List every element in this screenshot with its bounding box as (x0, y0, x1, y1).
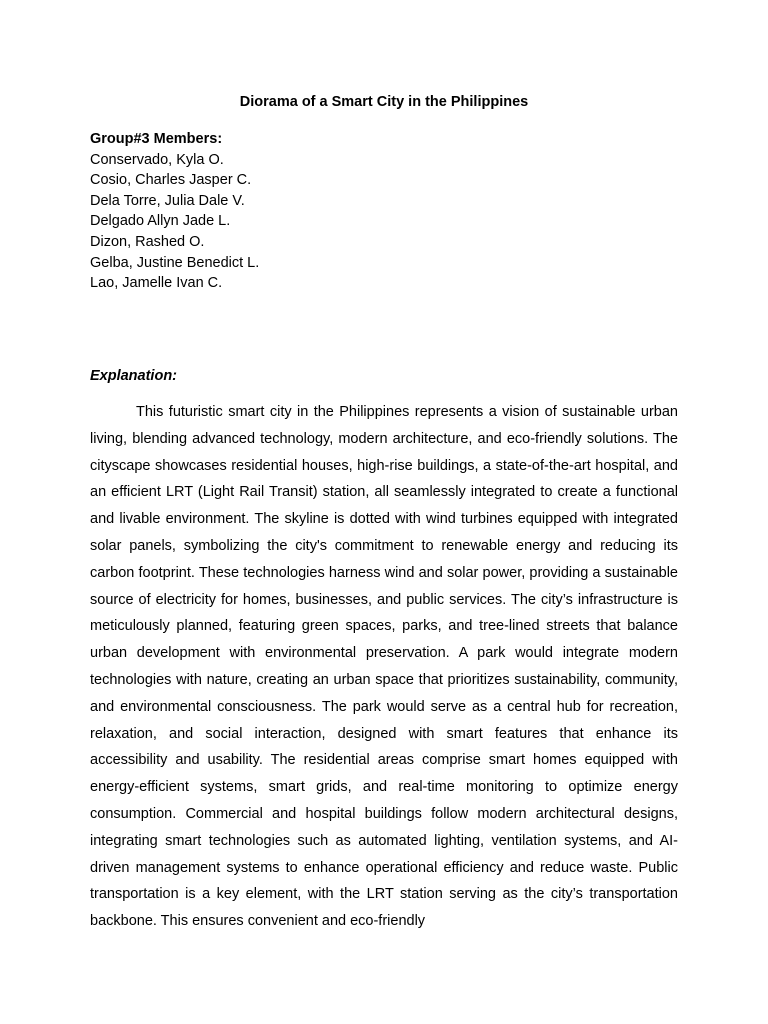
members-section (90, 129, 690, 294)
member-name: Dizon, Rashed O. (90, 233, 205, 250)
explanation-heading: Explanation: (90, 368, 178, 384)
member-name: Delgado Allyn Jade L. (90, 213, 231, 230)
document-title: Diorama of a Smart City in the Philippines (239, 94, 529, 110)
member-list (90, 150, 690, 294)
member-name: Lao, Jamelle Ivan C. (90, 275, 223, 292)
explanation-paragraph: This futuristic smart city in the Philippines represents a vision of sustainable urban living, blending advanced technology, modern architecture, and eco-friendly solutions. The cityscape showcases residential houses, high-rise buildings, a state-of-the-art hospital, and an efficient LRT (Light Rail Transit) station, all seamlessly integrated to create a functional and livable environment. The skyline is dotted with wind turbines equipped with integrated solar panels, symbolizing the city's commitment to renewable energy and reducing its carbon footprint. These technologies harness wind and solar power, providing a sustainable source of electricity for homes, businesses, and public services. The city’s infrastructure is meticulously planned, featuring green spaces, parks, and tree-lined streets that balance urban development with environmental preservation. A park would integrate modern technologies with nature, creating an urban space that prioritizes sustainability, community, and environmental consciousness. The park would serve as a central hub for recreation, relaxation, and social interaction, designed with smart features that enhance its accessibility and usability. The residential areas comprise smart homes equipped with energy-efficient systems, smart grids, and real-time monitoring to optimize energy consumption. Commercial and hospital buildings follow modern architectural designs, integrating smart technologies such as automated lighting, ventilation systems, and AI-driven management systems to enhance operational efficiency and reduce waste. Public transportation is a key element, with the LRT station serving as the city’s transportation backbone. This ensures convenient and eco-friendly (90, 404, 678, 930)
member-name: Gelba, Justine Benedict L. (90, 254, 260, 271)
member-name: Cosio, Charles Jasper C. (90, 172, 252, 189)
members-heading: Group#3 Members: (90, 131, 223, 147)
member-name: Conservado, Kyla O. (90, 151, 224, 168)
member-name: Dela Torre, Julia Dale V. (90, 192, 245, 209)
